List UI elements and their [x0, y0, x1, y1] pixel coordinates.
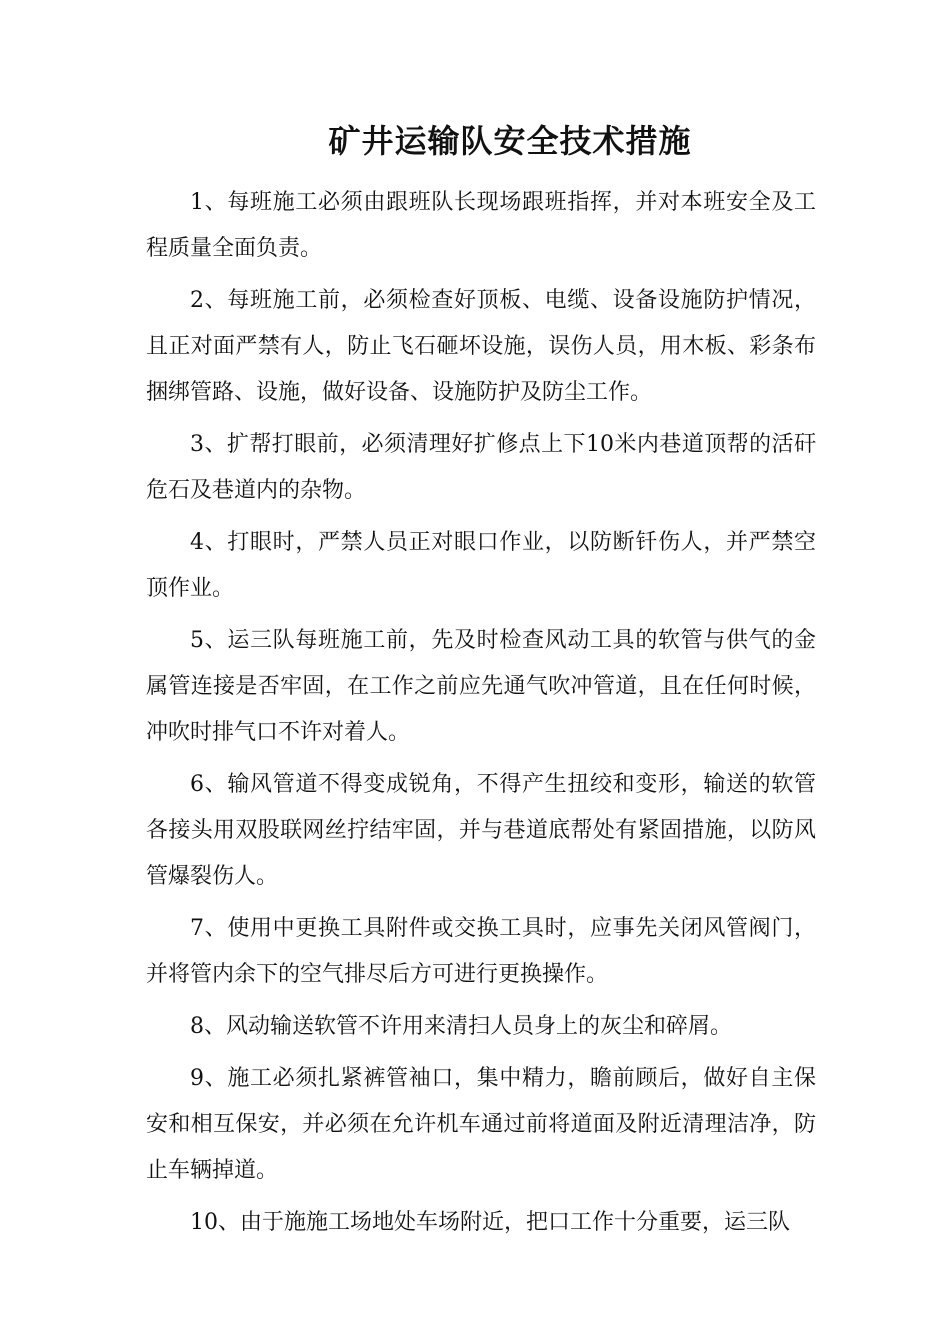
paragraph-2: 2、每班施工前，必须检查好顶板、电缆、设备设施防护情况，且正对面严禁有人，防止飞石砸坏设施，误伤人员，用木板、彩条布捆绑管路、设施，做好设备、设施防护及防尘工作。 [146, 288, 816, 405]
document-body [146, 180, 816, 1252]
paragraph-7: 7、使用中更换工具附件或交换工具时，应事先关闭风管阀门，并将管内余下的空气排尽后方可进行更换操作。 [146, 916, 816, 987]
paragraph-6: 6、输风管道不得变成锐角，不得产生扭绞和变形，输送的软管各接头用双股联网丝拧结牢固，并与巷道底帮处有紧固措施，以防风管爆裂伤人。 [146, 772, 816, 889]
paragraph-9: 9、施工必须扎紧裤管袖口，集中精力，瞻前顾后，做好自主保安和相互保安，并必须在允许机车通过前将道面及附近清理洁净，防止车辆掉道。 [146, 1066, 816, 1183]
paragraph-5: 5、运三队每班施工前，先及时检查风动工具的软管与供气的金属管连接是否牢固，在工作之前应先通气吹冲管道，且在任何时候，冲吹时排气口不许对着人。 [146, 628, 816, 745]
paragraph-4: 4、打眼时，严禁人员正对眼口作业，以防断钎伤人，并严禁空顶作业。 [146, 530, 816, 601]
paragraph-10: 10、由于施施工场地处车场附近，把口工作十分重要，运三队 [190, 1210, 790, 1235]
paragraph-3: 3、扩帮打眼前，必须清理好扩修点上下10米内巷道顶帮的活矸危石及巷道内的杂物。 [146, 432, 816, 503]
document-title: 矿井运输队安全技术措施 [328, 122, 692, 160]
paragraph-8: 8、风动输送软管不许用来清扫人员身上的灰尘和碎屑。 [190, 1014, 732, 1039]
paragraph-1: 1、每班施工必须由跟班队长现场跟班指挥，并对本班安全及工程质量全面负责。 [146, 190, 816, 261]
